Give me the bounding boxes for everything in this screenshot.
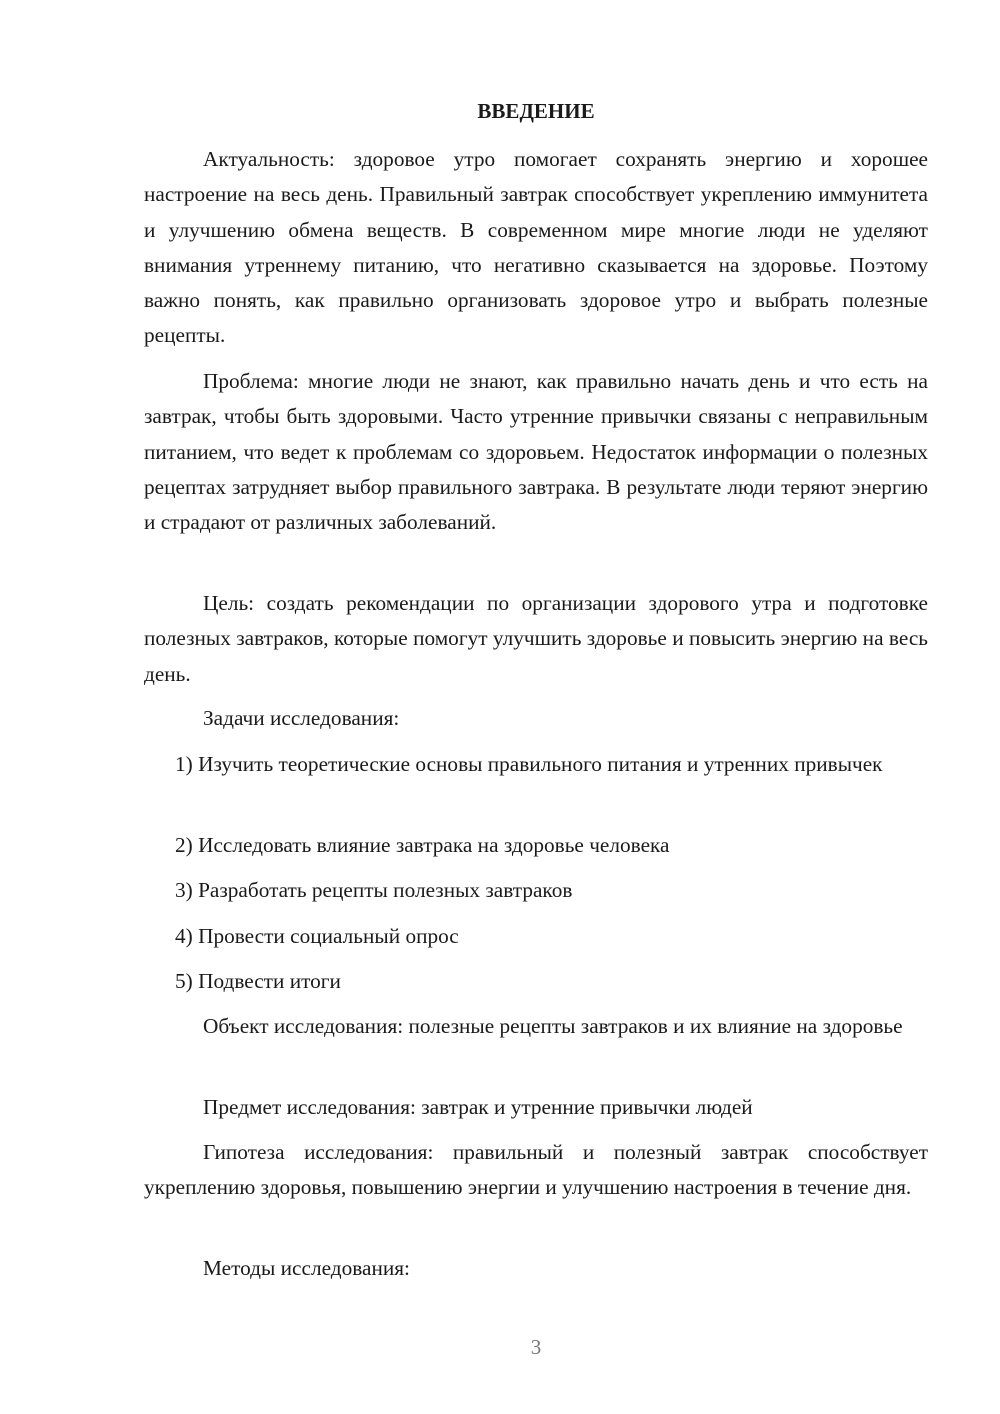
tasks-title: Задачи исследования: <box>203 706 400 730</box>
relevance-paragraph: Актуальность: здоровое утро помогает сохранять энергию и хорошее настроение на весь день. Правильный завтрак способствует укреплению иммунитета и улучшению обмена веществ. В современном мире многие люди не уделяют внимания утреннему питанию, что негативно сказывается на здоровье. Поэтому важно понять, как правильно организовать здоровое утро и выбрать полезные рецепты. <box>144 147 928 348</box>
task-item-3: 3) Разработать рецепты полезных завтраков <box>175 878 573 902</box>
subject-paragraph: Предмет исследования: завтрак и утренние привычки людей <box>203 1095 753 1119</box>
hypothesis-paragraph: Гипотеза исследования: правильный и полезный завтрак способствует укреплению здоровья, повышению энергии и улучшению настроения в течение дня. <box>144 1140 928 1200</box>
object-paragraph: Объект исследования: полезные рецепты завтраков и их влияние на здоровье <box>203 1014 903 1038</box>
task-item-5: 5) Подвести итоги <box>175 969 341 993</box>
methods-title: Методы исследования: <box>203 1256 410 1280</box>
task-item-1: 1) Изучить теоретические основы правильного питания и утренних привычек <box>175 752 883 776</box>
section-heading: ВВЕДЕНИЕ <box>477 99 595 123</box>
task-item-2: 2) Исследовать влияние завтрака на здоровье человека <box>175 833 670 857</box>
goal-paragraph: Цель: создать рекомендации по организации здорового утра и подготовке полезных завтраков, которые помогут улучшить здоровье и повысить энергию на весь день. <box>144 591 928 686</box>
problem-paragraph: Проблема: многие люди не знают, как правильно начать день и что есть на завтрак, чтобы быть здоровыми. Часто утренние привычки связаны с неправильным питанием, что ведет к проблемам со здоровьем. Недостаток информации о полезных рецептах затрудняет выбор правильного завтрака. В результате люди теряют энергию и страдают от различных заболеваний. <box>144 369 928 535</box>
page-number: 3 <box>530 1335 542 1359</box>
task-item-4: 4) Провести социальный опрос <box>175 924 459 948</box>
